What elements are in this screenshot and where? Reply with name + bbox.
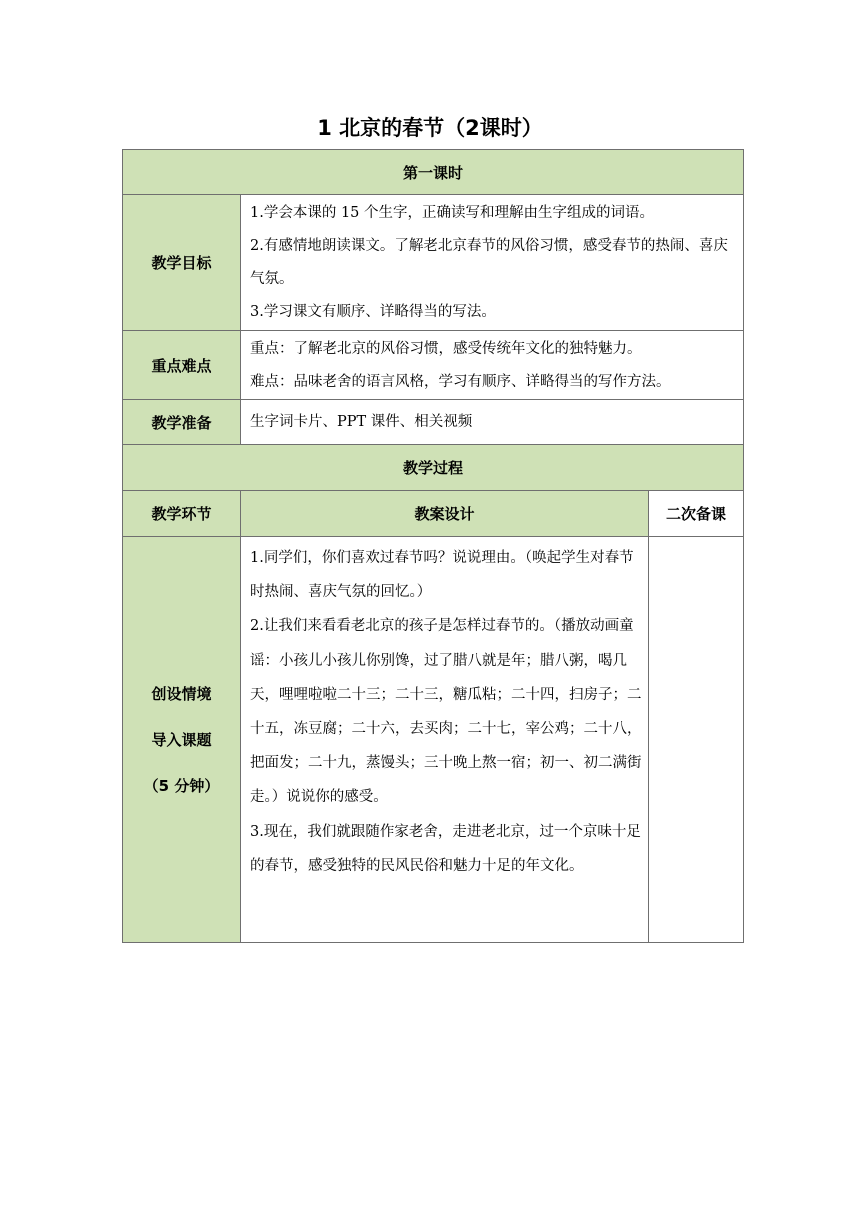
section-row [123,537,744,943]
preparation-row [123,400,744,445]
lesson-plan-table [122,149,744,943]
design-item: 3.现在，我们就跟随作家老舍，走进老北京，过一个京味十足的春节，感受独特的民风民俗和魅力十足的年文化。 [250,823,641,874]
goals-row [123,195,744,331]
goals-label: 教学目标 [123,195,241,331]
key-point-item: 难点：品味老舍的语言风格，学习有顺序、详略得当的写作方法。 [250,374,671,390]
key-points-row [123,331,744,400]
goal-item: 3.学习课文有顺序、详略得当的写法。 [250,304,496,320]
section-notes [649,537,744,943]
goal-item: 1.学会本课的 15 个生字，正确读写和理解由生字组成的词语。 [250,205,655,221]
column-header-stage: 教学环节 [123,491,241,537]
column-header-design: 教案设计 [241,491,649,537]
preparation-text: 生字词卡片、PPT 课件、相关视频 [241,400,744,445]
design-item: 1.同学们，你们喜欢过春节吗？说说理由。（唤起学生对春节时热闹、喜庆气氛的回忆。） [250,550,634,601]
column-header-notes: 二次备课 [649,491,744,537]
key-point-item: 重点：了解老北京的风俗习惯，感受传统年文化的独特魅力。 [250,341,642,357]
goal-item: 2.有感情地朗读课文。了解老北京春节的风俗习惯，感受春节的热闹、喜庆气氛。 [250,238,728,287]
section-label-line: （5 分钟） [143,776,220,795]
key-points-label: 重点难点 [123,331,241,400]
section-design [241,537,649,943]
first-lesson-row [123,150,744,195]
process-columns-row [123,491,744,537]
process-title: 教学过程 [123,445,744,491]
section-label-line: 导入课题 [151,730,212,749]
design-item: 2.让我们来看看老北京的孩子是怎样过春节的。（播放动画童谣：小孩儿小孩儿你别馋，过了腊八就是年；腊八粥，喝几天，哩哩啦啦二十三；二十三，糖瓜粘；二十四，扫房子；二十五，冻豆腐；二十六，去买肉；二十七，宰公鸡；二十八，把面发；二十九，蒸馒头；三十晚上熬一宿；初一、初二满街走。）说说你的感受。 [250,618,642,806]
page-title: 1 北京的春节（2课时） [317,116,543,140]
goals-content [241,195,744,331]
preparation-label: 教学准备 [123,400,241,445]
first-lesson-header: 第一课时 [123,150,744,195]
key-points-content [241,331,744,400]
section-label [123,537,241,943]
section-label-line: 创设情境 [151,684,212,703]
process-title-row [123,445,744,491]
